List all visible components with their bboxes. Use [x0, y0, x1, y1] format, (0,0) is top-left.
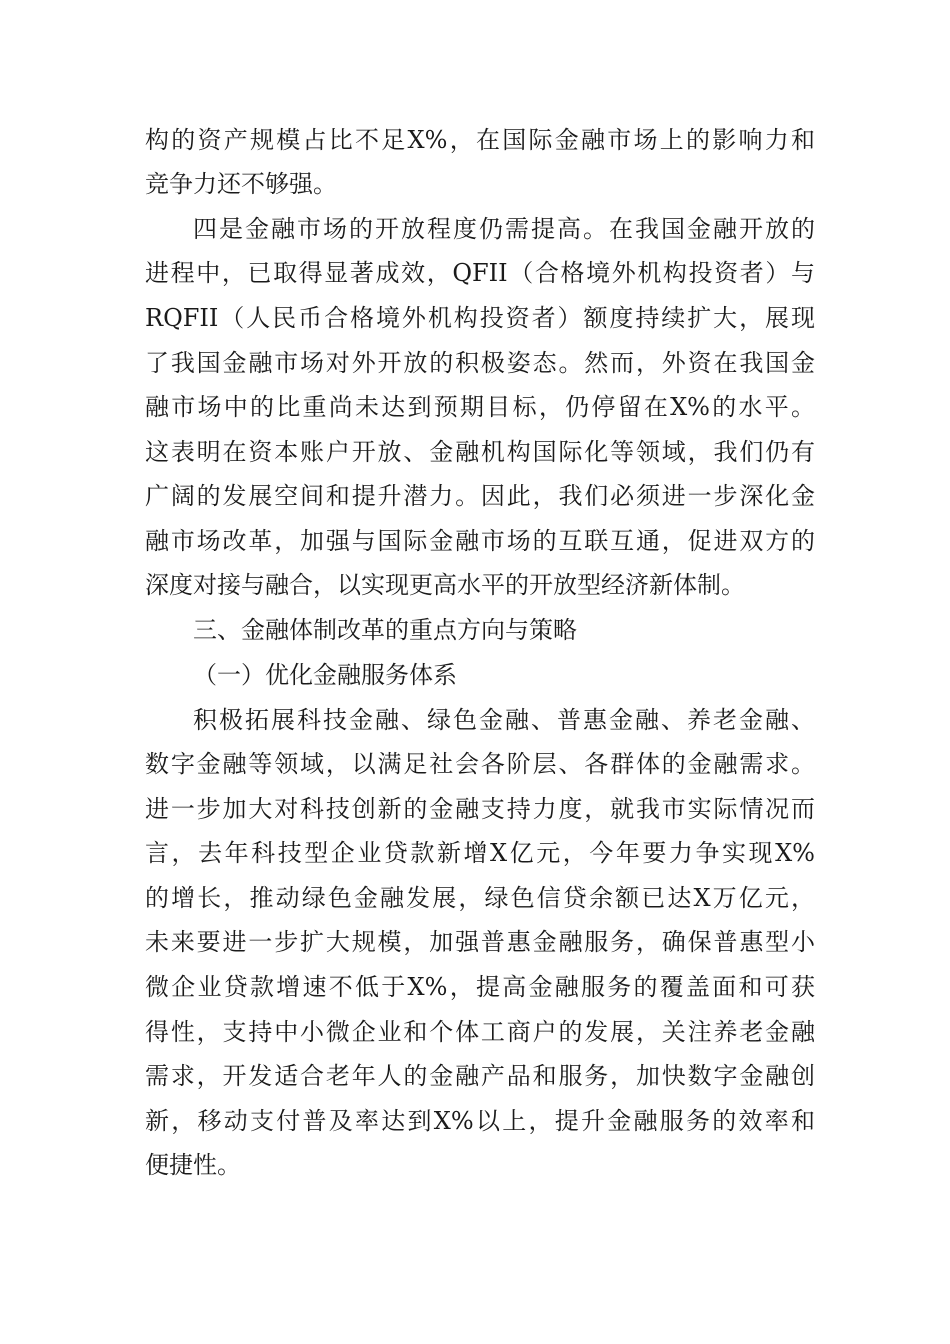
- paragraph-2-line-1: 四是金融市场的开放程度仍需提高。在我国金融开放的: [193, 215, 815, 243]
- paragraph-2-line-7: 广阔的发展空间和提升潜力。因此，我们必须进一步深化金: [145, 482, 815, 510]
- section-heading: 三、金融体制改革的重点方向与策略: [193, 616, 577, 644]
- paragraph-3-line-5: 的增长，推动绿色金融发展，绿色信贷余额已达X万亿元，: [145, 884, 815, 912]
- paragraph-2-line-6: 这表明在资本账户开放、金融机构国际化等领域，我们仍有: [145, 438, 815, 466]
- paragraph-2-line-8: 融市场改革，加强与国际金融市场的互联互通，促进双方的: [145, 527, 815, 555]
- paragraph-1-line-2: 竞争力还不够强。: [145, 170, 337, 198]
- paragraph-2-line-9: 深度对接与融合，以实现更高水平的开放型经济新体制。: [145, 571, 745, 599]
- paragraph-3-line-1: 积极拓展科技金融、绿色金融、普惠金融、养老金融、: [193, 706, 815, 734]
- paragraph-3-line-2: 数字金融等领域，以满足社会各阶层、各群体的金融需求。: [145, 750, 815, 778]
- paragraph-2-line-2: 进程中，已取得显著成效，QFII（合格境外机构投资者）与: [145, 259, 815, 287]
- paragraph-2-line-5: 融市场中的比重尚未达到预期目标，仍停留在X%的水平。: [145, 393, 815, 421]
- paragraph-3-line-10: 新，移动支付普及率达到X%以上，提升金融服务的效率和: [145, 1107, 815, 1135]
- paragraph-3-line-7: 微企业贷款增速不低于X%，提高金融服务的覆盖面和可获: [145, 973, 815, 1001]
- paragraph-2-line-3: RQFII（人民币合格境外机构投资者）额度持续扩大，展现: [145, 304, 815, 332]
- paragraph-3-line-9: 需求，开发适合老年人的金融产品和服务，加快数字金融创: [145, 1062, 815, 1090]
- paragraph-3-line-11: 便捷性。: [145, 1151, 241, 1179]
- paragraph-3-line-3: 进一步加大对科技创新的金融支持力度，就我市实际情况而: [145, 795, 815, 823]
- paragraph-3-line-6: 未来要进一步扩大规模，加强普惠金融服务，确保普惠型小: [145, 928, 815, 956]
- paragraph-3-line-4: 言，去年科技型企业贷款新增X亿元，今年要力争实现X%: [145, 839, 815, 867]
- subsection-heading: （一）优化金融服务体系: [193, 661, 457, 689]
- paragraph-1-line-1: 构的资产规模占比不足X%，在国际金融市场上的影响力和: [145, 126, 815, 154]
- paragraph-3-line-8: 得性，支持中小微企业和个体工商户的发展，关注养老金融: [145, 1018, 815, 1046]
- paragraph-2-line-4: 了我国金融市场对外开放的积极姿态。然而，外资在我国金: [145, 349, 815, 377]
